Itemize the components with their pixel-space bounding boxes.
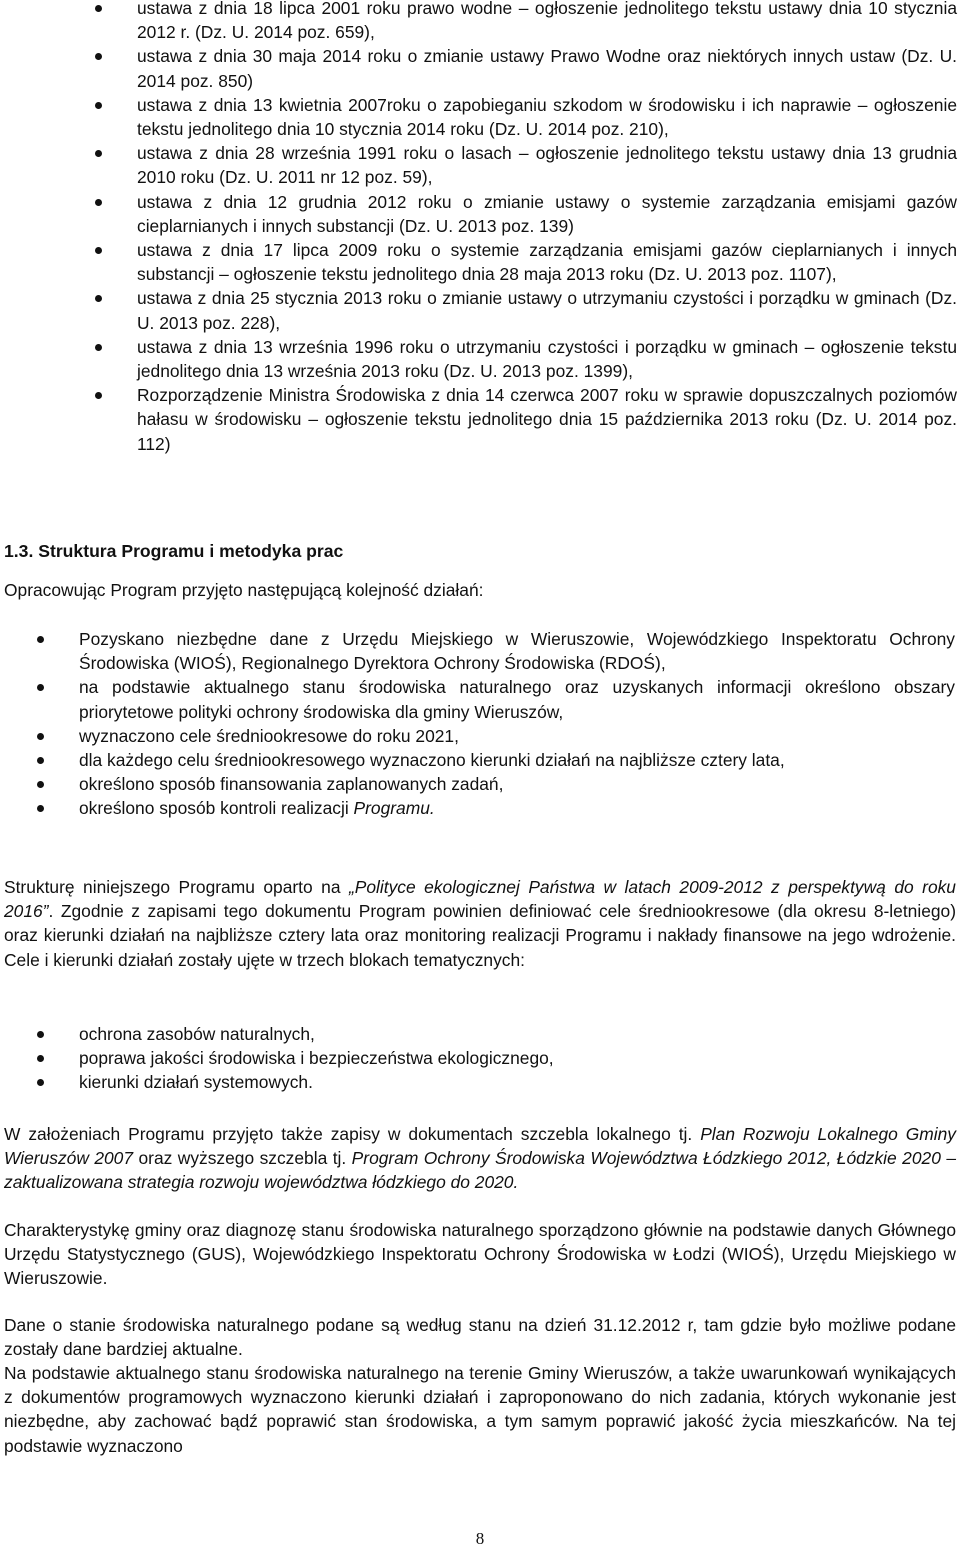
- bullet-icon: [95, 295, 102, 302]
- legal-act-item: ustawa z dnia 25 stycznia 2013 roku o zmianie ustawy o utrzymaniu czystości i porządku w gminach (Dz. U. 2013 poz. 228),: [95, 286, 957, 334]
- legal-act-item: Rozporządzenie Ministra Środowiska z dnia 14 czerwca 2007 roku w sprawie dopuszczalnych poziomów hałasu w środowisku – ogłoszenie tekstu jednolitego dnia 15 października 2013 roku (Dz. U. 2014 poz. 112): [95, 383, 957, 456]
- bullet-icon: [37, 1031, 44, 1038]
- structure-paragraph: Strukturę niniejszego Programu oparto na „Polityce ekologicznej Państwa w latach 2009-2012 z perspektywą do roku 2016”. Zgodnie z zapisami tego dokumentu Program powinien definiować cele średniookresowe (dla okresu 8-letniego) oraz kierunki działań na najbliższe cztery lata oraz monitoring realizacji Programu i nakłady finansowe na jego wdrożenie. Cele i kierunki działań zostały ujęte w trzech blokach tematycznych:: [4, 877, 956, 970]
- bullet-icon: [37, 805, 44, 812]
- bullet-icon: [95, 150, 102, 157]
- step-item: określono sposób kontroli realizacji Programu.: [37, 796, 955, 820]
- steps-list: [37, 627, 955, 821]
- section-intro: Opracowując Program przyjęto następującą kolejność działań:: [4, 580, 484, 600]
- step-item: określono sposób finansowania zaplanowanych zadań,: [37, 772, 955, 796]
- directions-paragraph: Na podstawie aktualnego stanu środowiska naturalnego na terenie Gminy Wieruszów, a także uwarunkowań wynikających z dokumentów programowych wyznaczono kierunki działań i zaproponowano do nich zadania, których wykonanie jest niezbędne, aby zachować bądź poprawić stan środowiska, a tym samym poprawić jakość życia mieszkańców. Na tej podstawie wyznaczono: [4, 1363, 956, 1456]
- legal-act-item: ustawa z dnia 28 września 1991 roku o lasach – ogłoszenie jednolitego tekstu ustawy dnia 13 grudnia 2010 roku (Dz. U. 2011 nr 12 poz. 59),: [95, 141, 957, 189]
- legal-act-item: ustawa z dnia 13 kwietnia 2007roku o zapobieganiu szkodom w środowisku i ich naprawie – ogłoszenie tekstu jednolitego dnia 10 stycznia 2014 roku (Dz. U. 2014 poz. 210),: [95, 93, 957, 141]
- bullet-icon: [37, 636, 44, 643]
- thematic-block-item: poprawa jakości środowiska i bezpieczeństwa ekologicznego,: [37, 1046, 955, 1070]
- bullet-icon: [37, 733, 44, 740]
- legal-act-item: ustawa z dnia 17 lipca 2009 roku o systemie zarządzania emisjami gazów cieplarnianych i innych substancji – ogłoszenie tekstu jednolitego dnia 28 maja 2013 roku (Dz. U. 2013 poz. 1107),: [95, 238, 957, 286]
- page-number: 8: [475, 1529, 485, 1548]
- bullet-icon: [95, 5, 102, 12]
- thematic-blocks-list: [37, 1022, 955, 1095]
- step-item: wyznaczono cele średniookresowe do roku 2021,: [37, 724, 955, 748]
- bullet-icon: [95, 53, 102, 60]
- bullet-icon: [37, 1055, 44, 1062]
- thematic-block-item: kierunki działań systemowych.: [37, 1070, 955, 1094]
- bullet-icon: [95, 102, 102, 109]
- data-date-paragraph: Dane o stanie środowiska naturalnego podane są według stanu na dzień 31.12.2012 r, tam gdzie było możliwe podane zostały dane bardziej aktualne.: [4, 1315, 956, 1360]
- thematic-block-item: ochrona zasobów naturalnych,: [37, 1022, 955, 1046]
- legal-act-item: ustawa z dnia 12 grudnia 2012 roku o zmianie ustawy o systemie zarządzania emisjami gazów cieplarnianych i innych substancji (Dz. U. 2013 poz. 139): [95, 190, 957, 238]
- legal-acts-list: [95, 0, 957, 456]
- data-sources-paragraph: Charakterystykę gminy oraz diagnozę stanu środowiska naturalnego sporządzono głównie na podstawie danych Głównego Urzędu Statystycznego (GUS), Wojewódzkiego Inspektoratu Ochrony Środowiska w Łodzi (WIOŚ), Urzędu Miejskiego w Wieruszowie.: [4, 1220, 956, 1289]
- bullet-icon: [95, 344, 102, 351]
- bullet-icon: [37, 684, 44, 691]
- bullet-icon: [37, 781, 44, 788]
- legal-act-item: ustawa z dnia 30 maja 2014 roku o zmianie ustawy Prawo Wodne oraz niektórych innych ustaw (Dz. U. 2014 poz. 850): [95, 44, 957, 92]
- section-heading: 1.3. Struktura Programu i metodyka prac: [4, 541, 344, 561]
- bullet-icon: [95, 392, 102, 399]
- legal-act-item: ustawa z dnia 13 września 1996 roku o utrzymaniu czystości i porządku w gminach – ogłoszenie tekstu jednolitego dnia 13 września 2013 roku (Dz. U. 2013 poz. 1399),: [95, 335, 957, 383]
- step-item: na podstawie aktualnego stanu środowiska naturalnego oraz uzyskanych informacji określono obszary priorytetowe polityki ochrony środowiska dla gminy Wieruszów,: [37, 675, 955, 723]
- bullet-icon: [37, 1079, 44, 1086]
- bullet-icon: [37, 757, 44, 764]
- step-item: Pozyskano niezbędne dane z Urzędu Miejskiego w Wieruszowie, Wojewódzkiego Inspektoratu Ochrony Środowiska (WIOŚ), Regionalnego Dyrektora Ochrony Środowiska (RDOŚ),: [37, 627, 955, 675]
- bullet-icon: [95, 199, 102, 206]
- step-item: dla każdego celu średniookresowego wyznaczono kierunki działań na najbliższe cztery lata,: [37, 748, 955, 772]
- assumptions-paragraph: W założeniach Programu przyjęto także zapisy w dokumentach szczebla lokalnego tj. Plan Rozwoju Lokalnego Gminy Wieruszów 2007 oraz wyższego szczebla tj. Program Ochrony Środowiska Województwa Łódzkiego 2012, Łódzkie 2020 – zaktualizowana strategia rozwoju województwa łódzkiego do 2020.: [4, 1124, 956, 1193]
- legal-act-item: ustawa z dnia 18 lipca 2001 roku prawo wodne – ogłoszenie jednolitego tekstu ustawy dnia 10 stycznia 2012 r. (Dz. U. 2014 poz. 659),: [95, 0, 957, 44]
- bullet-icon: [95, 247, 102, 254]
